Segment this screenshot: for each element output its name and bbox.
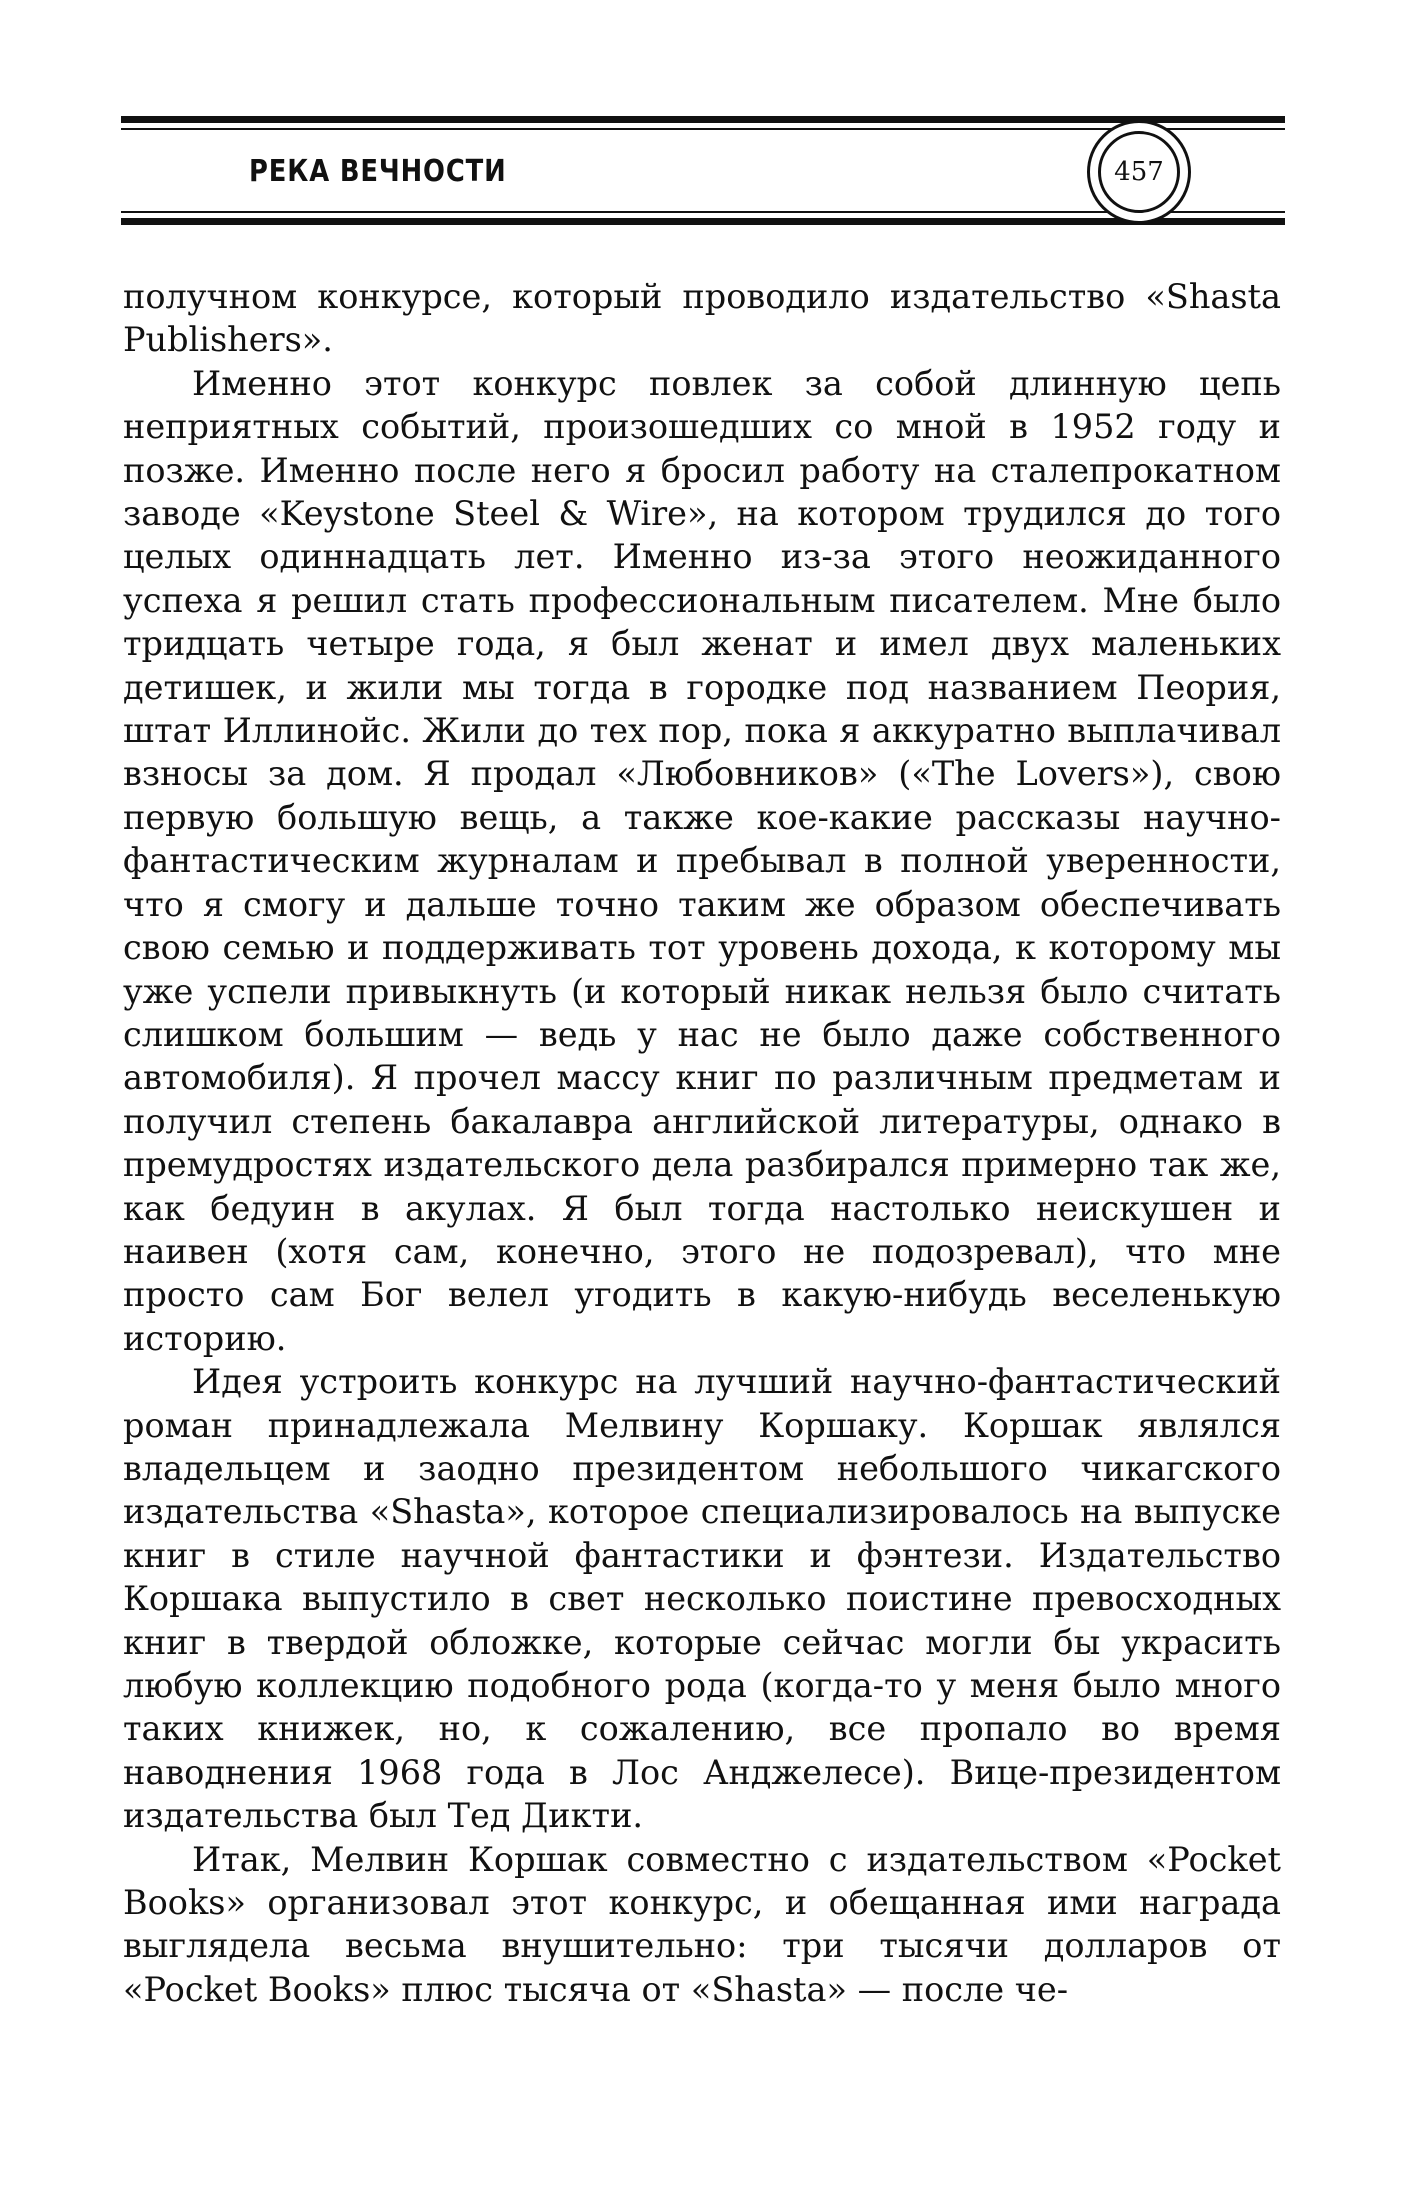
running-header (121, 116, 1285, 236)
paragraph-korshak-idea: Идея устроить конкурс на лучший научно-фантастический роман принадлежала Мелвину Коршаку. Коршак являлся владельцем и заодно президентом небольшого чикагского издательства «Shasta», которое специализировалось на выпуске книг в стиле научной фантастики и фэнтези. Издательство Коршака выпустило в свет несколько поистине превосходных книг в твердой обложке, которые сейчас могли бы украсить любую коллекцию подобного рода (когда-то у меня было много таких книжек, но, к сожалению, все пропало во время наводнения 1968 года в Лос Анджелесе). Вице-президентом издательства был Тед Дикти. (123, 1362, 1281, 1836)
body-text (123, 275, 1281, 2011)
page-number-badge (1087, 120, 1191, 224)
header-rule-thick-top (121, 116, 1285, 123)
page-number: 457 (1114, 157, 1164, 187)
header-rule-thick-bottom (121, 218, 1285, 225)
paragraph-contest-prize: Итак, Мелвин Коршак совместно с издательством «Pocket Books» организовал этот конкурс, и обещанная ими награда выглядела весьма внушительно: три тысячи долларов от «Pocket Books» плюс тысяча от «Shasta» — после че- (123, 1839, 1281, 2009)
running-title: РЕКА ВЕЧНОСТИ (249, 154, 507, 189)
paragraph-contest-consequences: Именно этот конкурс повлек за собой длинную цепь неприятных событий, произошедших со мной в 1952 году и позже. Именно после него я бросил работу на сталепрокатном заводе «Keystone Steel & Wire», на котором трудился до того целых одиннадцать лет. Именно из-за этого неожиданного успеха я решил стать профессиональным писателем. Мне было тридцать четыре года, я был женат и имел двух маленьких детишек, и жили мы тогда в городке под названием Пеория, штат Иллинойс. Жили до тех пор, пока я аккуратно выплачивал взносы за дом. Я продал «Любовников» («The Lovers»), свою первую большую вещь, а также кое-какие рассказы научно-фантастическим журналам и пребывал в полной уверенности, что я смогу и дальше точно таким же образом обеспечивать свою семью и поддерживать тот уровень дохода, к которому мы уже успели привыкнуть (и который никак нельзя было считать слишком большим — ведь у нас не было даже собственного автомобиля). Я прочел массу книг по различным предметам и получил степень бакалавра английской литературы, однако в премудростях издательского дела разбирался примерно так же, как бедуин в акулах. Я был тогда настолько неискушен и наивен (хотя сам, конечно, этого не подозревал), что мне просто сам Бог велел угодить в какую-нибудь веселенькую историю. (123, 363, 1281, 1358)
paragraph-continued: получном конкурсе, который проводило издательство «Shasta Publishers». (123, 277, 1281, 360)
